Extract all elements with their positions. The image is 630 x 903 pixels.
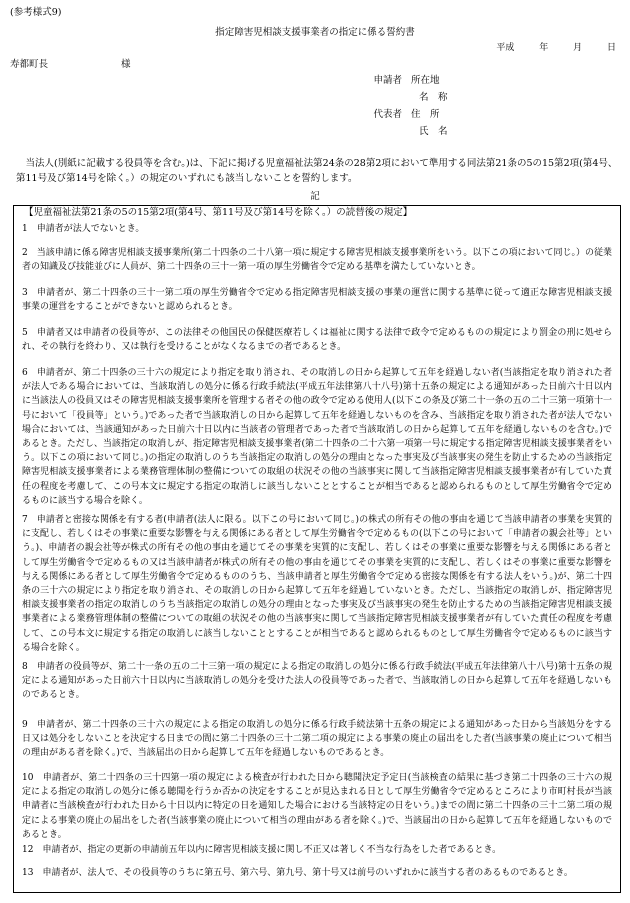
provision-item: 7 申請者と密接な関係を有する者(申請者(法人に限る。以下この号において同じ。)の株式の所有その他の事由を通じて当該申請者の事業を実質的に支配し、若しくはその事業に重要な影響を与える関係にある者として厚生労働省令で定めるもの(以下この号において「申請者の親会社等」という。)、申請者の親会社等が株式の所有その他の事由を通じてその事業を実質的に支配し、若しくはその事業に重要な影響を与える関係にある者として厚生労働省令で定めるもの又は当該申請者が株式の所有その他の事由を通じてその事業を実質的に支配し、若しくはその事業に重要な影響を与える関係にある者として厚生労働省令で定めるもののうち、当該申請者と厚生労働省令で定める密接な関係を有する法人をいう。)が、第二十四条の三十六の規定により指定を取り消され、その取消しの日から起算して五年を経過していないとき。ただし、当該指定の取消しが、指定障害児相談支援事業者の指定の取消しのうち当該指定の取消しの処分の理由となった事実及び当該事実の発生を防止するための当該指定障害児相談支援事業者による業務管理体制の整備についての取組の状況その他の当該事実に関して当該指定障害児相談支援事業者が有していた責任の程度を考慮して、この号本文に規定する指定の取消しに該当しないこととすることが相当であると認められるものとして厚生労働省令で定めるものに該当する場合を除く。 [22,515,612,653]
reference-form-label: (参考様式9) [10,7,62,18]
addressee-name: 寿都町長 [10,59,49,70]
representative-label: 代表者 [373,109,402,120]
provision-item: 8 申請者の役員等が、第二十一条の五の二十三第一項の規定による指定の取消しの処分に係る行政手続法(平成五年法律第八十八号)第十五条の規定による通知があった日前六十日以内に当該取消しの処分を受けた法人の役員等であった者で、当該取消しの日から起算して五年を経過しないものであるとき。 [22,662,612,701]
addressee-line [10,58,131,72]
provision-item: 9 申請者が、第二十四条の三十六の規定による指定の取消しの処分に係る行政手続法第十五条の規定による通知があった日から当該処分をする日又は処分をしないことを決定する日までの間に第二十四条の三十二第二項の規定による事業の廃止の届出をした者(当該事業の廃止について相当の理由がある者を除く。)で、当該届出の日から起算して五年を経過しないものであるとき。 [22,720,612,759]
addressee-honorific: 様 [121,59,131,70]
applicant-label: 申請者 [373,75,402,86]
applicant-block [362,74,448,142]
provision-item: 12 申請者が、指定の更新の申請前五年以内に障害児相談支援に関し不正又は著しく不当な行為をした者であるとき。 [22,845,502,855]
document-title: 指定障害児相談支援事業者の指定に係る誓約書 [215,27,415,38]
provisions-title: 【児童福祉法第21条の5の15第2項(第4号、第11号及び第14号を除く。）の読替後の規定】 [24,207,413,218]
date-era: 平成 [496,43,515,53]
pledge-statement: 当法人(別紙に記載する役員等を含む。)は、下記に掲げる児童福祉法第24条の28第2項において準用する同法第21条の5の15第2項(第4号、第11号及び第14号を除く。）の規定のいずれにも該当しないことを誓約します。 [16,158,618,184]
provision-item: 10 申請者が、第二十四条の三十四第一項の規定による検査が行われた日から聴聞決定予定日(当該検査の結果に基づき第二十四条の三十六の規定による指定の取消しの処分に係る聴聞を行うか否かの決定をすることが見込まれる日として厚生労働省令で定めるところにより市町村長が当該申請者に当該検査が行われた日から十日以内に特定の日を通知した場合における当該特定の日をいう。)までの間に第二十四条の三十二第二項の規定による事業の廃止の届出をした者(当該事業の廃止について相当の理由がある者を除く。)で、当該届出の日から起算して五年を経過しないものであるとき。 [22,773,612,840]
person-name-label: 氏 名 [419,126,448,137]
provision-item: 3 申請者が、第二十四条の三十一第二項の厚生労働省令で定める指定障害児相談支援の事業の運営に関する基準に従って適正な障害児相談支援事業の運営をすることができないと認められるとき。 [22,288,612,313]
date-day: 日 [606,43,616,53]
date-month: 月 [573,43,583,53]
provisions-box [13,205,621,893]
date-year: 年 [539,43,549,53]
location-label: 所在地 [411,75,440,86]
ki-heading: 記 [310,191,320,202]
provision-item: 5 申請者又は申請者の役員等が、この法律その他国民の保健医療若しくは福祉に関する法律で政令で定めるものの規定により罰金の刑に処せられ、その執行を終わり、又は執行を受けることがなくなるまでの者であるとき。 [22,328,612,353]
provision-item: 13 申請者が、法人で、その役員等のうちに第五号、第六号、第九号、第十号又は前号のいずれかに該当する者のあるものであるとき。 [22,868,573,878]
name-label: 名 称 [419,92,448,103]
provision-item: 6 申請者が、第二十四条の三十六の規定により指定を取り消され、その取消しの日から起算して五年を経過しない者(当該指定を取り消された者が法人である場合においては、当該取消しの処分に係る行政手続法(平成五年法律第八十八号)第十五条の規定による通知があった日前六十日以内に当該法人の役員又はその障害児相談支援事業所を管理する者その他の政令で定める使用人(以下この条及び第二十一条の五の二十三第一項第十一号において「役員等」という。)であった者で当該取消しの日から起算して五年を経過しないものを含み、当該指定を取り消された者が法人でない場合においては、当該通知があった日前六十日以内に当該者の管理者であった者で当該取消しの日から起算して五年を経過しないものを含む。)であるとき。ただし、当該指定の取消しが、指定障害児相談支援事業者(第二十四条の二十六第一項第一号に規定する指定障害児相談支援事業者をいう。以下この項において同じ。)の指定の取消しのうち当該指定の取消しの処分の理由となった事実及び当該事実の発生を防止するための当該指定障害児相談支援事業者による業務管理体制の整備についての取組の状況その他の当該事実に関して当該指定障害児相談支援事業者が有していた責任の程度を考慮して、この号本文に規定する指定の取消しに該当しないこととすることが相当であると認められるものとして厚生労働省令で定めるものに該当する場合を除く。 [22,368,612,506]
address-label: 住 所 [411,109,440,120]
provision-item: 2 当該申請に係る障害児相談支援事業所(第二十四条の二十八第一項に規定する障害児相談支援事業所をいう。以下この項において同じ。）の従業者の知識及び技能並びに人員が、第二十四条の三十一第一項の厚生労働省令で定める基準を満たしていないとき。 [22,248,612,273]
provision-item: 1 申請者が法人でないとき。 [22,224,145,234]
date-line [496,42,616,55]
